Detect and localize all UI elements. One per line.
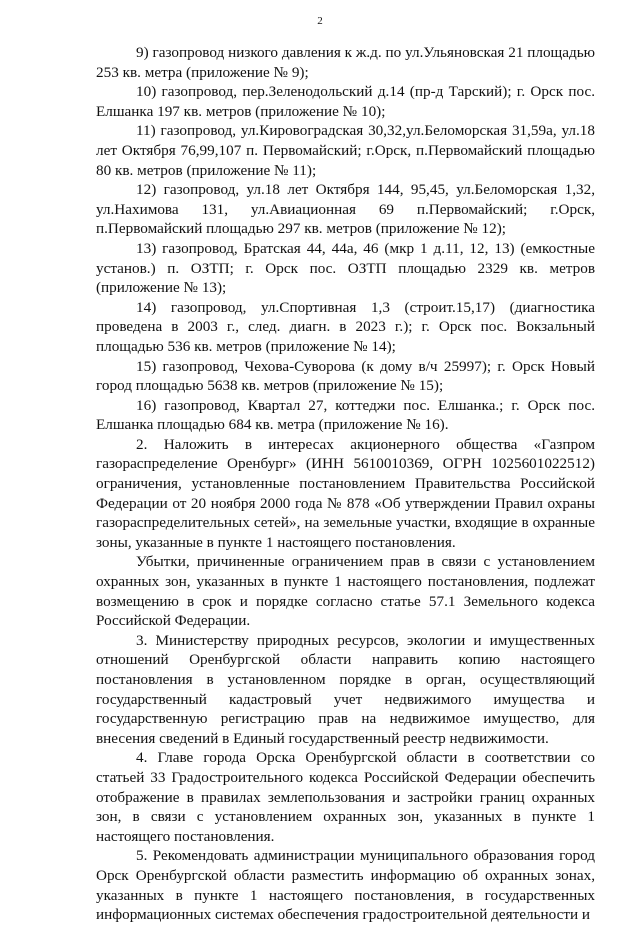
clause-3: 3. Министерству природных ресурсов, экологии и имущественных отношений Оренбургской области направить копию настоящего постановления в установленном порядке в орган, осуществляющий государственный кадастровый учет недвижимого имущества и государственную регистрацию прав на недвижимое имущество, для внесения сведений в Единый государственный реестр недвижимости. [96, 631, 595, 747]
list-item-10: 10) газопровод, пер.Зеленодольский д.14 (пр-д Тарский); г. Орск пос. Елшанка 197 кв. метров (приложение № 10); [96, 83, 595, 120]
list-item-15: 15) газопровод, Чехова-Суворова (к дому в/ч 25997); г. Орск Новый город площадью 5638 кв. метров (приложение № 15); [96, 357, 595, 395]
list-item-11: 11) газопровод, ул.Кировоградская 30,32,ул.Беломорская 31,59а, ул.18 лет Октября 76,99,107 п. Первомайский; г.Орск, п.Первомайский площадью 80 кв. метров (приложение № 11); [96, 122, 595, 179]
clause-4: 4. Главе города Орска Оренбургской области в соответствии со статьей 33 Градостроительного кодекса Российской Федерации обеспечить отображение в правилах землепользования и застройки границ охранных зон, в связи с установлением охранных зон, указанных в пункте 1 настоящего постановления. [96, 749, 595, 845]
clause-2: 2. Наложить в интересах акционерного общества «Газпром газораспределение Оренбург» (ИНН 5610010369, ОГРН 1025601022512) ограничения, установленные постановлением Правительства Российской Федерации от 20 ноября 2000 года № 878 «Об утверждении Правил охраны газораспределительных сетей», на земельные участки, входящие в охранные зоны, указанные в пункте 1 настоящего постановления. [96, 435, 595, 551]
list-item-16: 16) газопровод, Квартал 27, коттеджи пос. Елшанка.; г. Орск пос. Елшанка площадью 684 кв. метра (приложение № 16). [96, 396, 595, 434]
page-number: 2 [317, 15, 323, 27]
list-item-12: 12) газопровод, ул.18 лет Октября 144, 95,45, ул.Беломорская 1,32, ул.Нахимова 131, ул.Авиационная 69 п.Первомайский; г.Орск, п.Первомайский площадью 297 кв. метров (приложение № 12); [96, 181, 595, 238]
document-body [96, 43, 595, 925]
clause-5: 5. Рекомендовать администрации муниципального образования город Орск Оренбургской области разместить информацию об охранных зонах, указанных в пункте 1 настоящего постановления, в государственных информационных системах обеспечения градостроительной деятельности и [96, 847, 595, 924]
clause-2-damages: Убытки, причиненные ограничением прав в связи с установлением охранных зон, указанных в пункте 1 настоящего постановления, подлежат возмещению в срок и порядке согласно статье 57.1 Земельного кодекса Российской Федерации. [96, 553, 595, 630]
list-item-9: 9) газопровод низкого давления к ж.д. по ул.Ульяновская 21 площадью 253 кв. метра (приложение № 9); [96, 44, 595, 81]
list-item-14: 14) газопровод, ул.Спортивная 1,3 (строит.15,17) (диагностика проведена в 2003 г., след. диагн. в 2023 г.); г. Орск пос. Вокзальный площадью 536 кв. метров (приложение № 14); [96, 298, 595, 355]
list-item-13: 13) газопровод, Братская 44, 44а, 46 (мкр 1 д.11, 12, 13) (емкостные установ.) п. ОЗТП; г. Орск пос. ОЗТП площадью 2329 кв. метров (приложение № 13); [96, 239, 595, 297]
